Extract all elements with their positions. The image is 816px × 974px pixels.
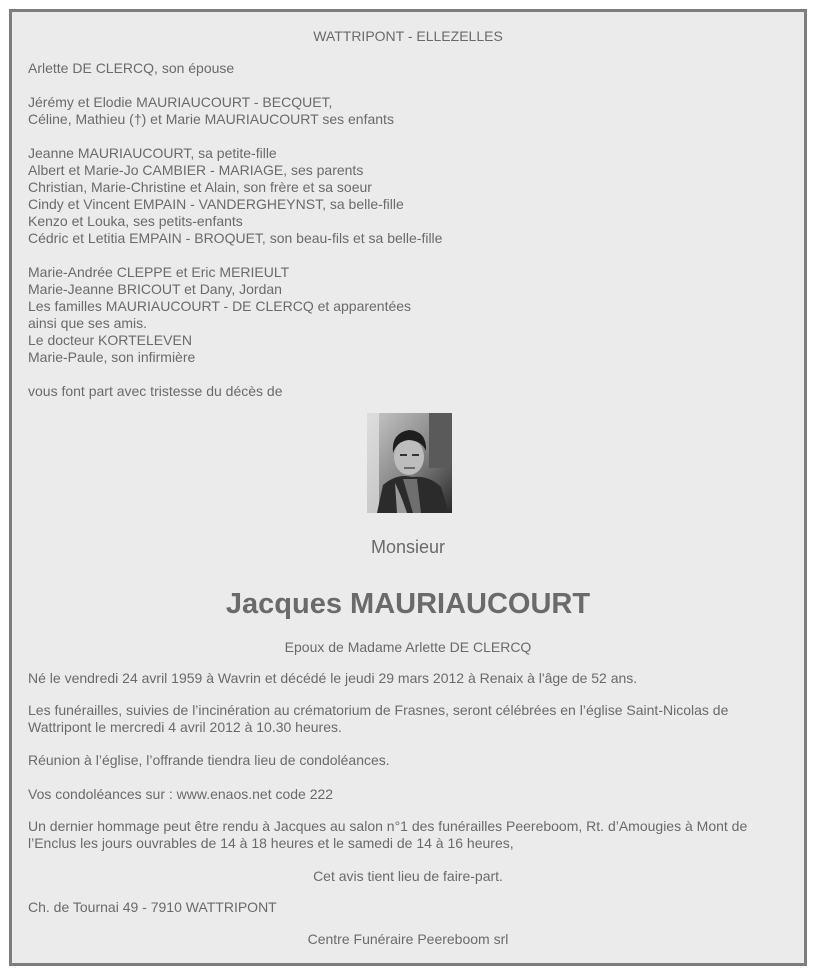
obituary-card [9,9,807,966]
tribute-paragraph: Un dernier hommage peut être rendu à Jacques au salon n°1 des funérailles Peereboom, Rt. d’Amougies à Mont de l’Enclus les jours ouvrables de 14 à 18 heures et le samedi de 14 à 16 heures, [28,818,748,851]
deceased-honorific: Monsieur [370,537,446,557]
family-line: Cédric et Letitia EMPAIN - BROQUET, son beau-fils et sa belle-fille [28,230,443,246]
announcement-text: vous font part avec tristesse du décès de [28,383,283,399]
funeral-paragraph: Les funérailles, suivies de l’incinération au crématorium de Frasnes, seront célébrées en l’église Saint-Nicolas de Wattripont le mercredi 4 avril 2012 à 10.30 heures. [28,702,729,735]
family-line: Kenzo et Louka, ses petits-enfants [28,213,243,229]
family-line: Jérémy et Elodie MAURIAUCOURT - BECQUET, [28,94,333,110]
family-line: Albert et Marie-Jo CAMBIER - MARIAGE, ses parents [28,162,364,178]
family-line: Marie-Jeanne BRICOUT et Dany, Jordan [28,281,282,297]
location-header: WATTRIPONT - ELLEZELLES [313,28,503,44]
deceased-name: Jacques MAURIAUCOURT [225,588,591,620]
portrait-photo-art [367,413,452,513]
family-line: Les familles MAURIAUCOURT - DE CLERCQ et apparentées [28,298,412,314]
family-line: Marie-Paule, son infirmière [28,349,196,365]
family-line: Arlette DE CLERCQ, son épouse [28,60,235,76]
reunion-paragraph: Réunion à l’église, l’offrande tiendra lieu de condoléances. [28,752,390,768]
family-line: ainsi que ses amis. [28,315,148,331]
birth-death-paragraph: Né le vendredi 24 avril 1959 à Wavrin et décédé le jeudi 29 mars 2012 à Renaix à l'âge de 52 ans. [28,670,638,686]
condolences-paragraph: Vos condoléances sur : www.enaos.net code 222 [28,786,334,802]
notice-line: Cet avis tient lieu de faire-part. [313,868,503,884]
spouse-line: Epoux de Madame Arlette DE CLERCQ [284,639,532,655]
family-line: Le docteur KORTELEVEN [28,332,192,348]
family-line: Jeanne MAURIAUCOURT, sa petite-fille [28,145,277,161]
address-line: Ch. de Tournai 49 - 7910 WATTRIPONT [28,899,277,915]
funeral-home-line: Centre Funéraire Peereboom srl [307,931,509,947]
family-line: Christian, Marie-Christine et Alain, son frère et sa soeur [28,179,372,195]
family-line: Céline, Mathieu (†) et Marie MAURIAUCOURT ses enfants [28,111,394,127]
family-line: Marie-Andrée CLEPPE et Eric MERIEULT [28,264,290,280]
portrait-photo [367,413,452,513]
family-line: Cindy et Vincent EMPAIN - VANDERGHEYNST, sa belle-fille [28,196,404,212]
